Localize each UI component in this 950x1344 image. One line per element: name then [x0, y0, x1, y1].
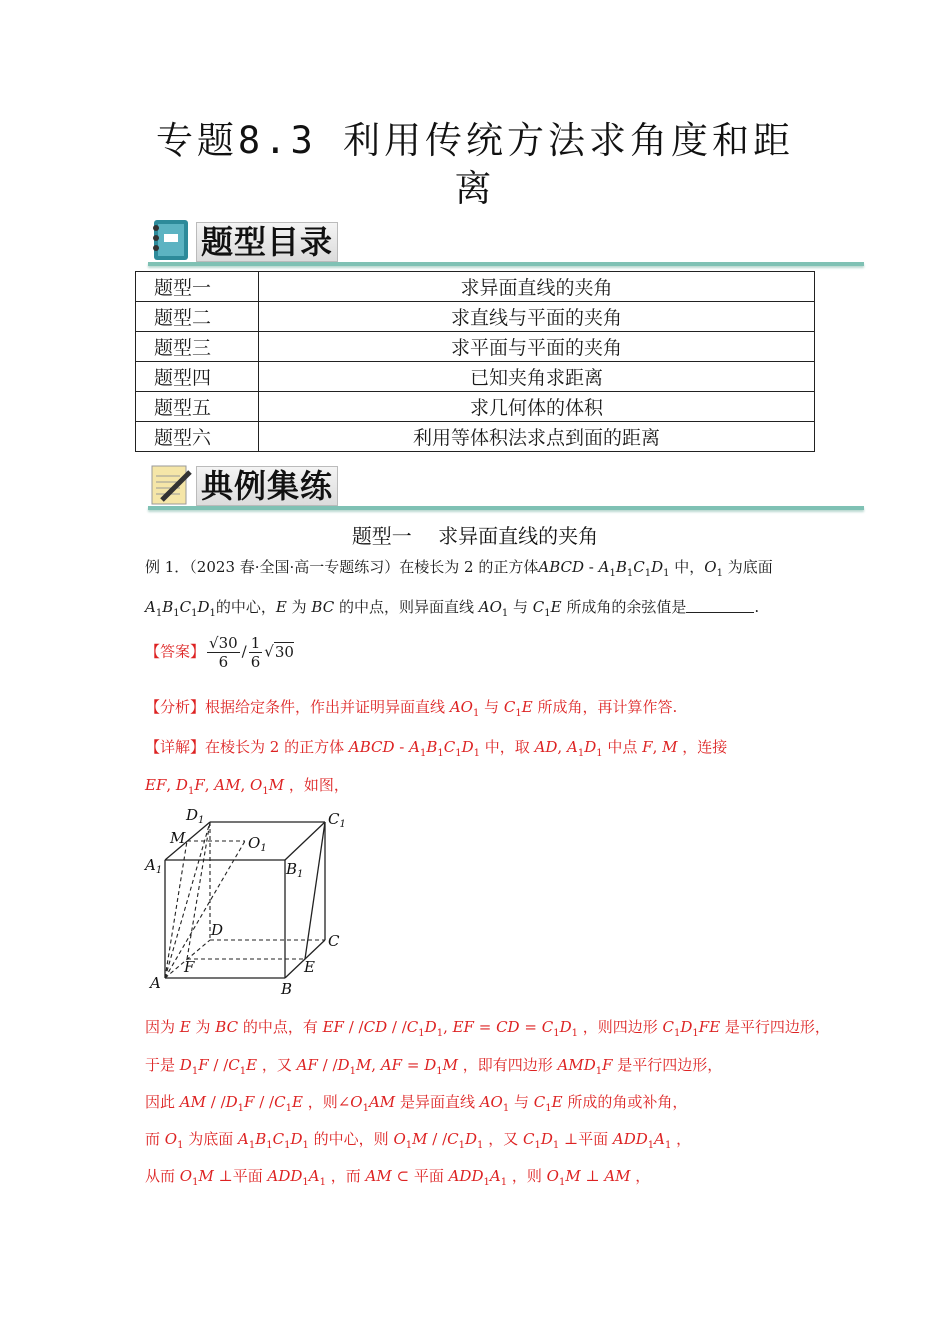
- label-B1: $B_1$: [286, 860, 304, 880]
- toc-row: [136, 332, 815, 362]
- detail-label: 【详解】: [145, 738, 206, 756]
- notebook-icon: [148, 218, 194, 262]
- proof-line3: 因此 AM / $/D_1F / /C_1E$ ，则$\angle O_1AM$ 是异面直线 $AO_1$ 与 $C_1E$ 所成的角或补角，: [145, 1093, 688, 1114]
- examples-banner: [148, 462, 868, 514]
- proof-line4: 而 $O_1$ 为底面 $A_1B_1C_1D_1$ 的中心，则 $O_1M / /C_1D_1$ ，又 $C_1D_1$ ⊥平面 $ADD_1A_1$ ，: [145, 1130, 692, 1151]
- toc-type: 题型四: [136, 362, 259, 392]
- toc-type: 题型一: [136, 272, 259, 302]
- label-A: A: [150, 974, 161, 992]
- example-line2: $A_1B_1C_1D_1$的中心，E 为 BC 的中点，则异面直线 $AO_1$ 与 $C_1E$ 所成角的余弦值是 .: [145, 598, 760, 619]
- label-F: F: [184, 958, 195, 976]
- toc-topic: 求异面直线的夹角: [259, 272, 815, 302]
- toc-topic: 求平面与平面的夹角: [259, 332, 815, 362]
- label-C1: $C_1$: [328, 810, 346, 830]
- toc-row: [136, 302, 815, 332]
- toc-type: 题型二: [136, 302, 259, 332]
- label-A1: $A_1$: [145, 856, 163, 876]
- notepad-pencil-icon: [148, 462, 194, 508]
- toc-row: [136, 362, 815, 392]
- toc-banner-text: 题型目录: [196, 222, 338, 262]
- analysis-label: 【分析】: [145, 698, 206, 716]
- section-heading: 题型一 求异面直线的夹角: [351, 524, 599, 548]
- toc-row: [136, 272, 815, 302]
- toc-banner-rule: [148, 262, 864, 266]
- label-D: D: [211, 921, 224, 939]
- toc-banner: [148, 218, 868, 270]
- proof-line2: 于是 $D_1F / /C_1E$ ，又 AF / $/D_1M$, AF = $D_1M$ ，即有四边形 $AMD_1F$ 是平行四边形，: [145, 1056, 723, 1077]
- toc-topic: 求几何体的体积: [259, 392, 815, 422]
- label-B: B: [281, 980, 293, 998]
- toc-row: [136, 422, 815, 452]
- toc-topic: 求直线与平面的夹角: [259, 302, 815, 332]
- answer-blank: [686, 598, 754, 613]
- cube-figure: [140, 800, 370, 1000]
- toc-type: 题型三: [136, 332, 259, 362]
- label-O1: $O_1$: [248, 834, 267, 854]
- toc-row: [136, 392, 815, 422]
- toc-topic: 已知夹角求距离: [259, 362, 815, 392]
- analysis-line: 【分析】根据给定条件，作出并证明异面直线 $AO_1$ 与 $C_1E$ 所成角，再计算作答.: [145, 698, 678, 719]
- proof-line5: 从而 $O_1M$ ⊥平面 $ADD_1A_1$ ，而 AM ⊂ 平面 $ADD_1A_1$ ，则 $O_1M$ ⊥ AM ，: [145, 1167, 651, 1188]
- detail-line1: 【详解】在棱长为 2 的正方体 ABCD - $A_1B_1C_1D_1$ 中，取 AD, $A_1D_1$ 中点 F, M ，连接: [145, 738, 728, 759]
- label-C: C: [328, 932, 340, 950]
- example-line1: 例 1．（2023 春·全国·高一专题练习）在棱长为 2 的正方体ABCD - $A_1B_1C_1D_1$ 中，$O_1$ 为底面: [145, 558, 773, 579]
- toc-topic: 利用等体积法求点到面的距离: [259, 422, 815, 452]
- label-E: E: [304, 958, 315, 976]
- label-D1: $D_1$: [186, 806, 205, 826]
- detail-line2: EF, $D_1F$, AM, $O_1M$ ，如图，: [145, 776, 349, 797]
- toc-type: 题型六: [136, 422, 259, 452]
- examples-banner-text: 典例集练: [196, 466, 338, 506]
- doc-title-line1: 专题8.3 利用传统方法求角度和距: [155, 119, 795, 162]
- examples-banner-rule: [148, 506, 864, 510]
- example-prefix: 例 1．（2023 春·全国·高一专题练习）在棱长为 2 的正方体: [145, 558, 539, 576]
- answer-line: 【答案】 $\frac{√30}{6}$ / $\frac{1}{6}$ √30: [145, 634, 294, 671]
- proof-line1: 因为 E 为 BC 的中点，有 EF / $/CD / /C_1D_1$, EF = CD = $C_1D_1$ ，则四边形 $C_1D_1FE$ 是平行四边形，: [145, 1018, 830, 1039]
- toc-table: [135, 271, 815, 452]
- answer-label: 【答案】: [145, 642, 206, 661]
- toc-type: 题型五: [136, 392, 259, 422]
- doc-title-line2: 离: [454, 167, 496, 210]
- label-M: M: [170, 829, 186, 847]
